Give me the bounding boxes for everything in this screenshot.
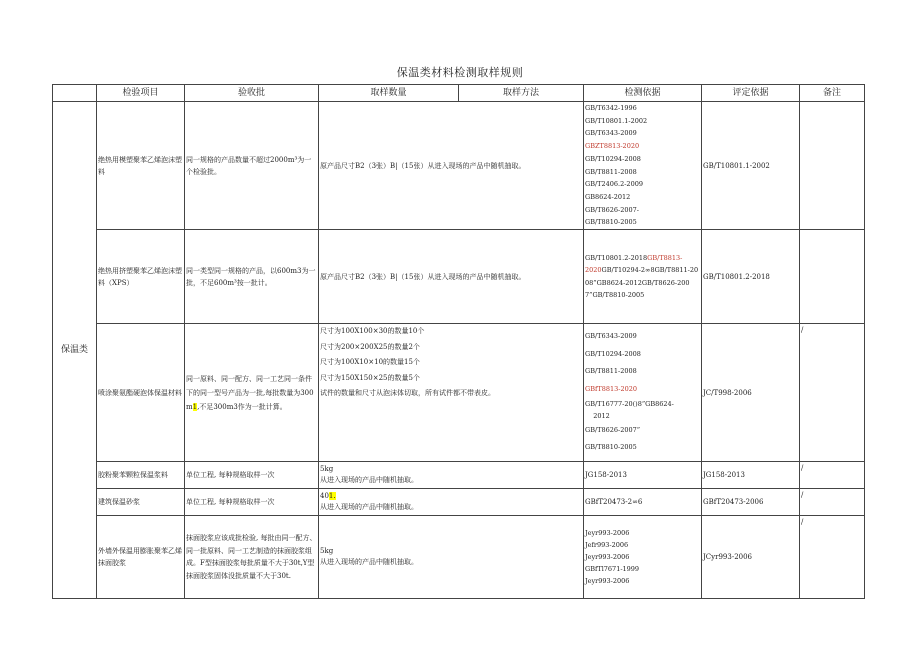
header-item: 检验项目: [97, 85, 185, 102]
standard-code: Jeyr993-2006: [585, 529, 630, 538]
quantity-text: 40: [320, 492, 329, 501]
batch-cell: 单位工程, 每种规格取样一次: [185, 489, 319, 516]
eval-basis-cell: JG158-2013: [702, 462, 800, 489]
header-empty: [53, 85, 97, 102]
standard-code: Jefr993-2006: [585, 541, 629, 550]
batch-text: ,不足300m3作为一批计算。: [197, 402, 287, 411]
table-row: [53, 489, 865, 516]
standard-code: GB/T8810-2005: [585, 443, 637, 452]
sample-size-line: 尺寸为100X10×10的数量15个: [320, 358, 420, 367]
sample-method: 从进入现场的产品中随机抽取。: [320, 558, 418, 567]
sampling-cell: [319, 324, 584, 462]
page-title: 保温类材料检测取样规则: [396, 66, 524, 79]
test-basis-cell: JG158-2013: [584, 462, 702, 489]
standard-code: GB/T8811-2008: [585, 367, 637, 376]
test-basis-cell: [584, 324, 702, 462]
header-method: 取样方法: [459, 85, 584, 102]
note-cell: [800, 102, 865, 230]
sampling-cell: 原产品尺寸B2（3张）B|（15张）从进入现场的产品中随机抽取。: [319, 102, 584, 230]
sample-method: 从进入现场的产品中随机抽取。: [320, 503, 418, 512]
standard-code: GB/T6343-2009: [585, 332, 637, 341]
note-cell: /: [800, 489, 865, 516]
table-row: [53, 102, 865, 230]
standard-code: GB/T10294-2008: [585, 349, 641, 358]
header-note: 备注: [800, 85, 865, 102]
standard-code: GB8624-2012: [585, 192, 631, 201]
standard-code: 2012: [585, 411, 610, 420]
sample-size-line: 试件的数量和尺寸从泡沫体切取，所有试件都不带表皮。: [320, 389, 495, 398]
test-basis-cell: [584, 102, 702, 230]
eval-basis-cell: JCyr993-2006: [702, 516, 800, 599]
highlighted-text: 1.: [328, 492, 336, 501]
standard-code: GB/T10801.1-2002: [585, 116, 648, 125]
note-cell: [800, 230, 865, 324]
item-cell: 绝热用模塑聚苯乙烯泡沫塑料: [97, 102, 185, 230]
batch-cell: 单位工程, 每种规格取样一次: [185, 462, 319, 489]
standard-code: GB/T10294-2∞8GB/T8811-2008”GB8624-2012GB/T8626-2007”GB/T8810-2005: [585, 266, 699, 300]
header-row: [53, 85, 865, 102]
standard-code: GB/T2406.2-2009: [585, 180, 643, 189]
sample-quantity: 5kg: [320, 547, 334, 556]
eval-basis-cell: JC/T998-2006: [702, 324, 800, 462]
sampling-cell: [319, 516, 584, 599]
sampling-cell: [319, 462, 584, 489]
item-cell: 建筑保温砂浆: [97, 489, 185, 516]
standard-code: GB/T10294-2008: [585, 154, 641, 163]
batch-cell: [185, 324, 319, 462]
header-test-basis: 检测依据: [584, 85, 702, 102]
batch-cell: 同一规格的产品数量不超过2000m³为一个检验批。: [185, 102, 319, 230]
table-row: [53, 516, 865, 599]
header-eval-basis: 评定依据: [702, 85, 800, 102]
standard-code: GBfT8813-2020: [585, 384, 637, 393]
standard-code: GB/T8811-2008: [585, 167, 637, 176]
standard-code: GBZT8813-2020: [585, 142, 640, 151]
standard-code: GB/T6343-2009: [585, 129, 637, 138]
table-row: [53, 462, 865, 489]
standard-code: Jeyr993-2006: [585, 577, 630, 586]
sample-quantity: 5kg: [320, 465, 334, 474]
standard-code: GB/T16777-20()8”GB8624-: [585, 399, 674, 408]
sampling-cell: [319, 489, 584, 516]
batch-cell: 抹面胶浆应该成批检验, 每批由同一配方、同一批原料、同一工艺制造的抹面胶浆组成。F型抹面胶浆每批质量不大于30t,Y型抹面胶浆固体没批质量不大于30t.: [185, 516, 319, 599]
sampling-cell: 原产品尺寸B2（3张）B|（15张）从进入现场的产品中随机抽取。: [319, 230, 584, 324]
sample-size-line: 尺寸为200×200X25的数量2个: [320, 342, 420, 351]
test-basis-cell: [584, 230, 702, 324]
test-basis-cell: GBfT20473-2∞6: [584, 489, 702, 516]
test-basis-cell: [584, 516, 702, 599]
note-cell: /: [800, 462, 865, 489]
item-cell: 喷涂聚氨酯硬泡体保温材料: [97, 324, 185, 462]
table-row: [53, 230, 865, 324]
note-cell: /: [800, 516, 865, 599]
standard-code: GBfTl7671-1999: [585, 565, 640, 574]
header-quantity: 取样数量: [319, 85, 459, 102]
eval-basis-cell: GBfT20473-2006: [702, 489, 800, 516]
eval-basis-cell: GB/T10801.2-2018: [702, 230, 800, 324]
batch-text: 同一原料、同一配方、同一工艺同一条件下的同一型号产品为一批,每批数量为300m: [186, 374, 314, 411]
table-row: [53, 324, 865, 462]
standard-code: GB/T8626-2007”: [585, 425, 641, 434]
item-cell: 绝热用挤塑聚苯乙烯泡沫塑料（XPS）: [97, 230, 185, 324]
standard-code: Jeyr993-2006: [585, 553, 630, 562]
standard-code: GB/T6342-1996: [585, 104, 637, 112]
sample-size-line: 尺寸为150X150×25的数量5个: [320, 373, 420, 382]
sample-quantity: [320, 491, 582, 502]
highlighted-text: 1: [192, 402, 198, 411]
sampling-rules-table: [52, 84, 865, 599]
standard-code: GB/T8813-: [647, 253, 683, 262]
standard-code: 2020: [585, 266, 602, 275]
item-cell: 胶粉聚苯颗粒保温浆料: [97, 462, 185, 489]
eval-basis-cell: GB/T10801.1-2002: [702, 102, 800, 230]
item-cell: 外墙外保温用膨胀聚苯乙烯抹面胶浆: [97, 516, 185, 599]
note-cell: /: [800, 324, 865, 462]
standard-code: GB/T8810-2005: [585, 218, 637, 227]
batch-cell: 同一类型同一规格的产品，以600m3为一批，不足600m³按一批计。: [185, 230, 319, 324]
standard-code: GB/T8626-2007-: [585, 205, 639, 214]
sample-method: 从进入现场的产品中随机抽取。: [320, 476, 418, 485]
sample-size-line: 尺寸为100X100×30的数量10个: [320, 327, 425, 336]
category-cell: 保温类: [53, 102, 97, 599]
header-batch: 验收批: [185, 85, 319, 102]
standard-code: GB/T10801.2-2018: [585, 253, 648, 262]
